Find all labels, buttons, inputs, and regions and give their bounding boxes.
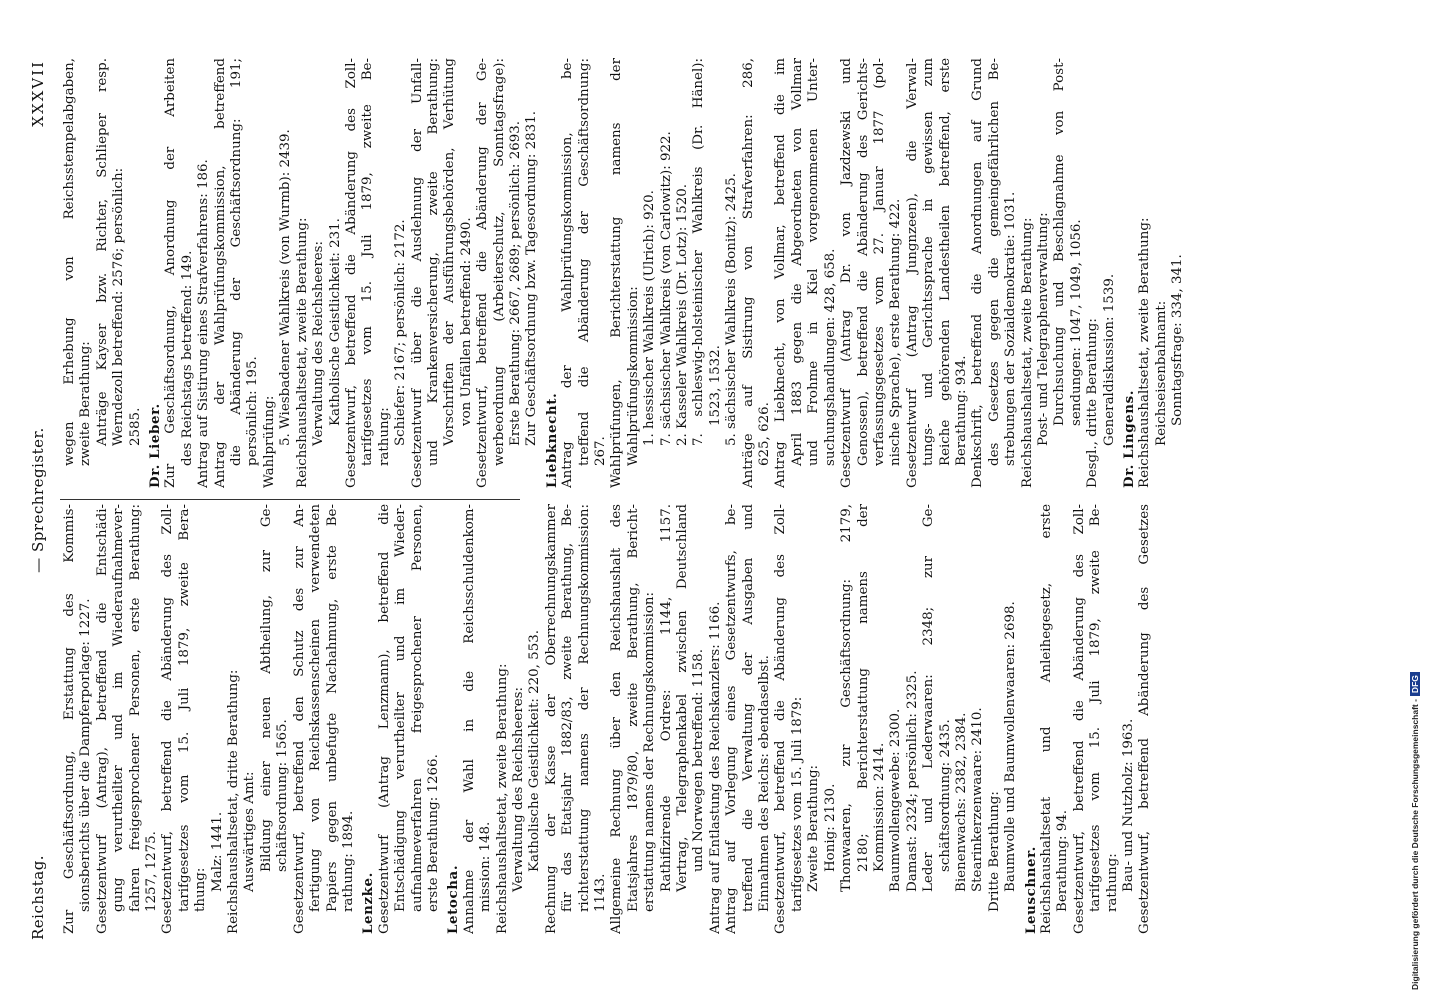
register-entry: persönlich: 195. [245,356,261,466]
register-entry: Allgemeine Rechnung über den Reichshaushalt des [609,504,625,934]
speaker-name: Leuschner. [1022,846,1039,934]
register-entry: Antrag der Wahlprüfungskommission, be- [560,58,576,488]
register-entry: Etatsjahres 1879/80, zweite Berathung, Bericht- [625,504,641,912]
register-entry: Anträge Kayser bzw. Richter, Schlieper resp. [94,58,110,446]
register-entry: 1257, 1275. [144,831,160,912]
register-entry: 7. sächsischer Wahlkreis (von Carlowitz): 922. [658,131,674,446]
register-entry: Gesetzentwurf, betreffend die Abänderung der Ge- [475,58,491,488]
register-entry: 2585. [127,407,143,446]
register-entry: Kommission: 2414. [871,742,887,872]
register-entry: 267. [593,436,608,466]
register-entry: Rathifizirende Ordres: 1144, 1157. [658,504,674,892]
register-entry: Wahlprüfungen, Berichterstattung namens der [609,58,625,488]
register-entry: des Reichstags betreffend: 149. [179,250,195,466]
register-entry: thung: [193,867,209,912]
register-entry: Reichshaushaltsetat, zweite Berathung: [294,217,310,488]
register-entry: 1. hessischer Wahlkreis (Ulrich): 920. [642,190,658,446]
register-entry: Erste Berathung: 2667, 2689; persönlich: 2693. [507,120,523,446]
speaker-name: Lenzke. [360,872,377,934]
digitization-note-text [1410,672,1420,990]
register-entry: werbeordnung (Arbeiterschutz, Sonntagsfrage): [491,58,507,466]
register-entry: Wahlprüfungskommission: [625,286,641,466]
register-entry: Reiche gehörenden Landestheilen betreffend, erste [937,58,953,466]
register-entry: Gesetzentwurf, betreffend die Abänderung des Zoll- [160,504,176,934]
register-entry: Entschädigung verurtheilter und im Wieder- [393,504,409,912]
register-entry: Rechnung der Kasse der Oberrechnungskammer [543,504,559,934]
register-entry: tarifgesetzes vom 15. Juli 1879, zweite Bera- [176,504,192,912]
running-head-left: Reichstag. [29,854,47,940]
register-entry: mission: 148. [478,821,494,912]
register-entry: strebungen der Sozialdemokratie: 1031. [1003,191,1019,466]
register-entry: Papiers gegen unbefugte Nachahmung, erste Be- [324,504,340,912]
register-entry: tarifgesetzes vom 15. Juli 1879, zweite Be- [1088,504,1104,912]
register-entry: Genossen), betreffend die Abänderung des Gerichts- [855,58,871,466]
register-entry: Katholische Geistlichkeit: 220, 553. [527,630,543,872]
register-entry: Reichshaushaltsetat, zweite Berathung: [1019,217,1035,488]
register-entry: 5. Wiesbadener Wahlkreis (von Wurmb): 2439. [278,129,294,446]
register-entry: rathung: 1894. [340,810,356,912]
register-entry: des Gesetzes gegen die gemeingefährlichen Be- [986,58,1002,466]
register-entry: Schiefer: 2167; persönlich: 2172. [393,219,409,446]
register-entry: Verwaltung des Reichsheeres: [311,240,327,446]
register-entry: zweite Berathung: [78,341,94,466]
register-entry: Leder und Lederwaaren: 2348; zur Ge- [921,504,937,892]
register-entry: Stearinkerzenwaare: 2410. [970,707,986,892]
dfg-logo: DFG [1410,672,1420,696]
register-entry: Antrag auf Entlastung des Reichskanzlers: 1166. [707,601,723,934]
left-column [62,504,1154,934]
register-entry: tungs- und Gerichtssprache in gewissen zum [921,58,937,466]
register-entry: Thonwaaren, zur Geschäftsordnung: 2179, [839,504,855,892]
register-entry: Gesetzentwurf, betreffend die Abänderung des Zoll- [1071,504,1087,934]
register-entry: Malz: 1441. [209,811,225,892]
speaker-name: Dr. Lieber. [147,403,164,488]
register-entry: Gesetzentwurf (Antrag Dr. von Jazdzewski und [839,58,855,488]
register-entry: Post- und Telegraphenverwaltung: [1035,212,1051,446]
register-entry: Wahlprüfung: [261,395,277,488]
running-head [30,60,54,940]
register-entry: tarifgesetzes vom 15. Juli 1879: [789,696,805,912]
register-entry: Durchsuchung und Beschlagnahme von Post- [1052,58,1068,426]
register-entry: Denkschrift, betreffend die Anordnungen auf Grund [970,58,986,488]
register-entry: Reichshaushaltsetat und Anleihegesetz, erste [1038,504,1054,934]
register-entry: fahren freigesprochener Personen, erste Berathung: [127,504,143,912]
register-entry: Reichseisenbahnamt: [1153,300,1169,446]
register-entry: Gesetzentwurf, betreffend die Abänderung des Zoll- [343,58,359,488]
register-entry: Bau- und Nutzholz: 1963. [1121,718,1136,892]
register-entry: wegen Erhebung von Reichsstempelabgaben, [62,58,77,466]
register-entry: Annahme der Wahl in die Reichsschuldenkom- [461,504,477,934]
register-entry: Gesetzentwurf, betreffend die Abänderung des Zoll- [773,504,789,934]
speaker-name: Liebknecht. [543,392,560,488]
register-entry: 2. Kasseler Wahlkreis (Dr. Lotz): 1520. [675,183,691,446]
register-entry: Gesetzentwurf (Antrag), betreffend die Entschädi- [94,504,110,934]
speaker-name: Letocha. [445,864,462,934]
register-entry: Zur Geschäftsordnung, Anordnung der Arbeiten [163,58,179,488]
register-entry: Zur Geschäftsordnung, Erstattung des Kommis- [62,504,77,934]
register-entry: Reichshaushaltsetat, dritte Berathung: [226,669,242,934]
register-entry: rathung: [376,407,392,466]
register-entry: Einnahmen des Reichs: ebendaselbst. [757,655,773,912]
register-entry: Gesetzentwurf (Antrag Lenzmann), betreffend die [376,504,392,934]
register-entry: gung verurtheilter und im Wiederaufnahmever- [111,504,127,912]
register-entry: Damast: 2324; persönlich: 2325. [904,670,920,892]
register-entry: Antrag auf Vorlegung eines Gesetzentwurfs, be- [724,504,740,934]
register-entry: Gesetzentwurf über die Ausdehnung der Unfall- [409,58,425,488]
register-entry: April 1883 gegen die Abgeordneten von Vollmar [789,58,805,466]
register-entry: Werndezoll betreffend: 2576; persönlich: [111,167,127,446]
register-entry: erste Berathung: 1266. [425,754,441,912]
register-entry: Berathung: 94. [1055,809,1071,912]
register-entry: Antrag der Wahlprüfungskommission, betreffend [212,58,228,488]
register-entry: 1523, 1532. [707,345,723,426]
register-entry: fertigung von Reichskassenscheinen verwendeten [308,504,324,912]
register-entry: Honig: 2130. [822,783,838,872]
register-entry: schäftsordnung: 2435. [937,719,953,872]
register-entry: Gesetzentwurf, betreffend den Schutz des zur An- [291,504,307,934]
right-column [62,58,1187,488]
register-entry: Bildung einer neuen Abtheilung, zur Ge- [258,504,274,872]
running-head-center: — Sprechregister. [29,427,47,573]
register-entry: Bienenwachs: 2382, 2384. [953,712,969,892]
register-entry: sendungen: 1047, 1049, 1056. [1068,219,1084,426]
register-entry: und Frohme in Kiel vorgenommenen Unter- [806,58,822,466]
column-divider [60,499,520,500]
register-entry: erstattung namens der Rechnungskommission: [642,591,658,912]
register-entry: 5. sächsischer Wahlkreis (Bonitz): 2425. [724,173,740,446]
register-entry: Zweite Berathung: [806,764,822,892]
register-entry: Gesetzentwurf (Antrag Jungnzeen), die Verwal- [904,58,920,488]
register-entry: Vertrag, Telegraphenkabel zwischen Deutschland [675,504,691,892]
page-number: XXXVII [29,60,47,127]
register-entry: 625, 626. [757,402,773,466]
register-entry: tarifgesetzes vom 15. Juli 1879, zweite Be- [360,58,376,466]
register-entry: Desgl., dritte Berathung: [1085,318,1101,488]
register-entry: Baumwolle und Baumwollenwaaren: 2698. [1003,601,1019,892]
register-entry: Sonntagsfrage: 334, 341. [1170,254,1186,426]
register-entry: 7. schleswig-holsteinischer Wahlkreis (Dr. Hänel): [691,58,707,446]
register-entry: Zur Geschäftsordnung bzw. Tagesordnung: 2831. [524,111,540,446]
register-entry: und Norwegen betreffend: 1158. [691,649,707,872]
digitization-note [1408,0,1432,1000]
register-entry: Verwaltung des Reichsheeres: [510,686,526,892]
register-entry: Anträge auf Sistirung von Strafverfahren: 286, [740,58,756,488]
register-entry: Reichshaushaltsetat, zweite Berathung: [1137,217,1153,488]
register-entry: für das Etatsjahr 1882/83, zweite Berathung, Be- [560,504,576,912]
speaker-name: Dr. Lingens. [1121,389,1137,488]
register-entry: Dritte Berathung: [986,791,1002,912]
register-entry: die Abänderung der Geschäftsordnung: 191; [229,58,245,466]
funding-credit: Digitalisierung gefördert durch die Deutsche Forschungsgemeinschaft - [1410,699,1420,990]
register-entry: Antrag auf Sistirung eines Strafverfahrens: 186. [196,159,212,488]
register-entry: von Unfällen betreffend: 2490. [458,217,474,426]
register-entry: treffend die Verwaltung der Ausgaben und [740,504,756,912]
register-entry: treffend die Abänderung der Geschäftsordnung: [576,58,592,466]
register-entry: sionsberichts über die Dampferporlage: 1227. [78,598,94,912]
register-entry: Katholische Geistlichkeit: 231. [327,218,343,426]
register-entry: und Krankenversicherung, zweite Berathung: [425,58,441,466]
register-entry: Antrag Liebknecht, von Vollmar, betreffend die im [773,58,789,488]
register-entry: Reichshaushaltsetat, zweite Berathung: [494,663,510,934]
register-entry: Gesetzentwurf, betreffend Abänderung des Gesetzes [1137,504,1153,934]
register-entry: suchungshandlungen: 428, 658. [822,248,838,466]
register-entry: rathung: [1104,853,1120,912]
register-entry: 2180; Berichterstattung namens der [855,504,871,872]
register-entry: nische Sprache), erste Berathung: 422. [888,198,904,466]
register-entry: verfassungsgesetzes vom 27. Januar 1877 (pol- [871,58,887,466]
register-entry: Berathung: 934. [953,355,969,466]
register-entry: Baumwollengewebe: 2300. [888,708,904,892]
register-entry: schäftsordnung: 1565. [275,719,291,872]
register-entry: Auswärtiges Amt: [242,771,258,892]
register-entry: aufnahmeverfahren freigesprochener Personen, [409,504,425,912]
register-entry: Generaldiskussion: 1539. [1101,273,1117,446]
register-entry: Vorschriften der Ausführungsbehörden, Verhütung [442,58,458,446]
register-entry: richterstattung namens der Rechnungskommission: [576,504,592,912]
register-entry: 1143. [593,873,608,912]
